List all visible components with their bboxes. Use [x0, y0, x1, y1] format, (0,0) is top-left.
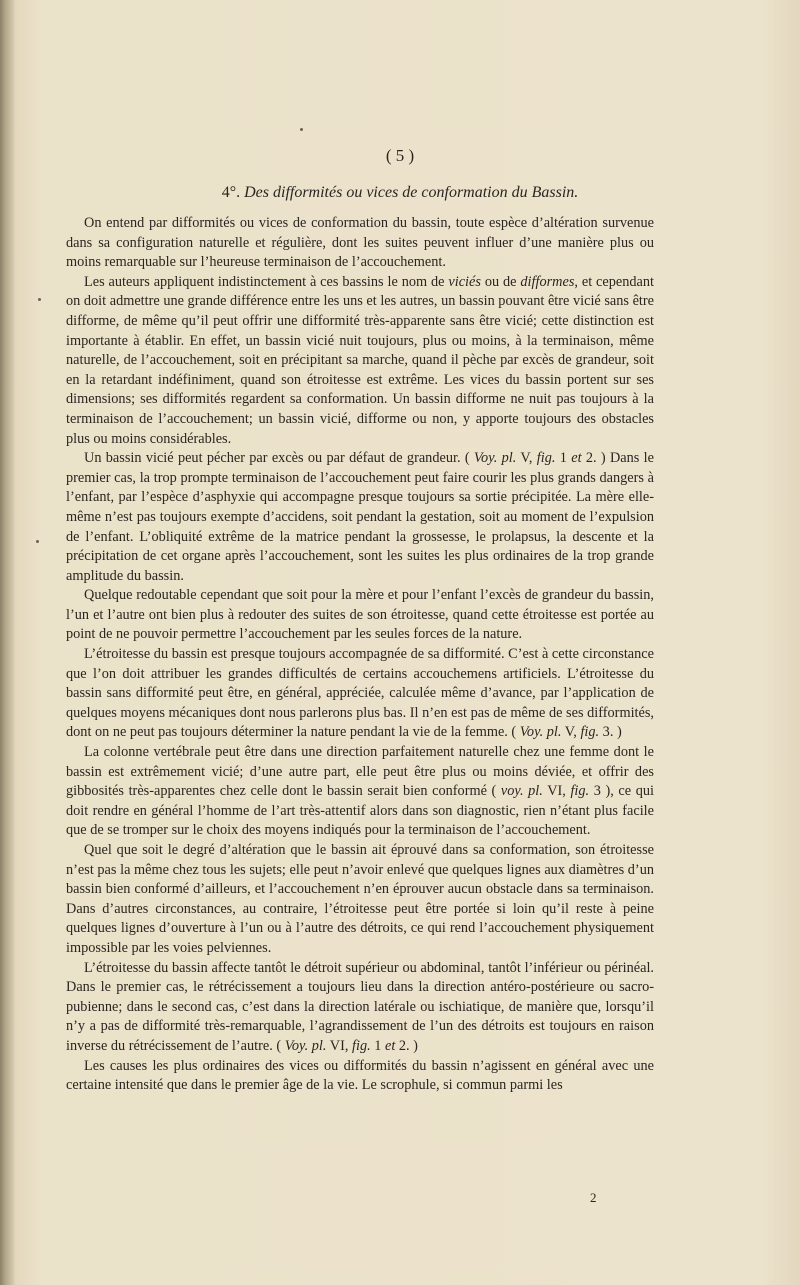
- italic-text: Voy. pl.: [519, 724, 562, 741]
- text-run: 1: [370, 1037, 385, 1054]
- italic-text: Voy. pl.: [473, 450, 517, 467]
- text-run: Quel que soit le degré d’altération que le bassin ait éprouvé dans sa conformation, son étroitesse n’est pas la même chez tous les sujets; elle peut n’avoir enlevé que quelques lignes aux diamètres d’un bassin bien conformé d’ailleurs, et l’accouchement n’en éprouver aucun obstacle dans sa terminaison. Dans d’autres circonstances, au contraire, l’étroitesse peut être portée si loin qu’il reste à peine quelques lignes d’ouverture à l’un ou à l’autre des détroits, ce qui rend l’accouchement physiquement impossible par les voies pelviennes.: [66, 842, 654, 956]
- paragraph: [66, 273, 654, 449]
- text-run: ou de: [480, 273, 521, 290]
- text-run: , et cependant on doit admettre une grande différence entre les uns et les autres, un bassin pouvant être vicié sans être difforme, de même qu’il peut offrir une difformité très-apparente sans être vicié; cette distinction est importante à établir. En effet, un bassin vicié nuit toujours, plus ou moins, à la terminaison, même naturelle, de l’accouchement, soit en précipitant sa marche, quand il pèche par excès de grandeur, soit en la retardant indéfiniment, quand son étroitesse est extrême. Les vices du bassin portent sur ses dimensions; ses difformités regardent sa conformation. Un bassin difforme ne nuit pas toujours à la terminaison de l’accouchement; un bassin vicié, difforme ou non, y apporte toujours des obstacles plus ou moins considérables.: [66, 273, 654, 447]
- text-run: Quelque redoutable cependant que soit pour la mère et pour l’enfant l’excès de grandeur du bassin, l’un et l’autre ont bien plus à redouter des suites de son étroitesse, quand cette étroitesse est portée au point de ne pouvoir permettre l’accouchement par les seules forces de la nature.: [66, 587, 654, 643]
- paragraph: [66, 959, 654, 1057]
- text-run: VI,: [542, 783, 571, 800]
- text-run: 2. ): [395, 1037, 418, 1054]
- italic-text: Voy. pl.: [284, 1037, 327, 1054]
- signature-mark: 2: [590, 1190, 597, 1205]
- text-run: 1: [555, 450, 572, 467]
- text-run: V,: [516, 450, 537, 467]
- ink-speck: [36, 540, 39, 543]
- text-run: L’étroitesse du bassin est presque toujours accompagnée de sa difformité. C’est à cette circonstance que l’on doit attribuer les grandes difficultés de certains accouchemens artificiels. L’étroitesse du bassin sans difformité peut être, en général, appréciée, calculée même d’avance, par l’application de quelques moyens mécaniques dont nous parlerons plus bas. Il n’en est pas de même de ses difformités, dont on ne peut pas toujours déterminer la nature pendant la vie de la femme. (: [66, 646, 654, 741]
- italic-text: et: [384, 1037, 396, 1054]
- text-run: VI,: [326, 1037, 352, 1054]
- text-run: 2. ) Dans le premier cas, la trop prompte terminaison de l’accouchement peut faire courir les plus grands dangers à l’enfant, par l’espèce d’asphyxie qui accompagne presque toujours sa sortie précipitée. La mère elle-même n’est pas toujours exempte d’accidens, soit pendant la gestation, soit au moment de l’expulsion de l’enfant. L’obliquité extrême de la matrice pendant la grossesse, le prolapsus, la descente et la précipitation de cet organe après l’accouchement, sont les suites les plus ordinaires de la trop grande amplitude du bassin.: [66, 450, 654, 584]
- body-text: [66, 214, 654, 1096]
- text-run: On entend par difformités ou vices de conformation du bassin, toute espèce d’altération survenue dans sa configuration naturelle et régulière, dont les suites peuvent influer d’une manière plus ou moins remarquable sur l’heureuse terminaison de l’accouchement.: [66, 215, 654, 271]
- italic-text: fig.: [570, 783, 590, 800]
- text-run: 3 ), ce qui doit rendre en général l’homme de l’art très-attentif alors dans son diagnostic, rien n’étant plus facile que de se tromper sur le choix des moyens indiqués pour la terminaison de l’accouchement.: [66, 783, 654, 839]
- heading-prefix: 4°.: [221, 184, 241, 201]
- italic-text: fig.: [352, 1037, 371, 1054]
- text-run: L’étroitesse du bassin affecte tantôt le détroit supérieur ou abdominal, tantôt l’inférieur ou périnéal. Dans le premier cas, le rétrécissement a toujours lieu dans la direction antéro-postérieure ou sacro-pubienne; dans le second cas, c’est dans la direction latérale ou ischiatique, de manière que, lorsqu’il n’y a pas de difformité très-remarquable, l’agrandissement de l’un des détroits est toujours en raison inverse du rétrécissement de l’autre. (: [66, 959, 654, 1054]
- paragraph: [66, 645, 654, 743]
- italic-text: fig.: [536, 450, 556, 467]
- paragraph: [66, 743, 654, 841]
- italic-text: viciés: [448, 273, 481, 290]
- italic-text: voy. pl.: [500, 783, 543, 800]
- italic-text: et: [571, 450, 582, 467]
- paragraph: [66, 449, 654, 586]
- paragraph: [66, 841, 654, 959]
- italic-text: fig.: [580, 724, 600, 741]
- ink-speck: [300, 128, 303, 131]
- text-run: La colonne vertébrale peut être dans une direction parfaitement naturelle chez une femme dont le bassin est extrêmement vicié; d’une autre part, elle peut être plus ou moins déviée, et offrir des gibbosités très-apparentes chez celle dont le bassin serait bien conformé (: [66, 744, 654, 800]
- text-run: Les auteurs appliquent indistinctement à ces bassins le nom de: [84, 273, 449, 290]
- heading-title: Des difformités ou vices de conformation du Bassin.: [244, 184, 579, 201]
- paragraph: [66, 1057, 654, 1096]
- section-heading: [0, 184, 800, 202]
- text-run: Les causes les plus ordinaires des vices ou difformités du bassin n’agissent en général avec une certaine intensité que dans le premier âge de la vie. Le scrophule, si commun parmi les: [66, 1057, 654, 1094]
- page-number: ( 5 ): [385, 146, 415, 165]
- ink-speck: [38, 298, 41, 301]
- text-run: 3. ): [599, 724, 622, 741]
- text-run: V,: [561, 724, 581, 741]
- text-run: Un bassin vicié peut pécher par excès ou par défaut de grandeur. (: [84, 450, 474, 467]
- paragraph: [66, 586, 654, 645]
- paragraph: [66, 214, 654, 273]
- italic-text: difformes: [520, 273, 575, 290]
